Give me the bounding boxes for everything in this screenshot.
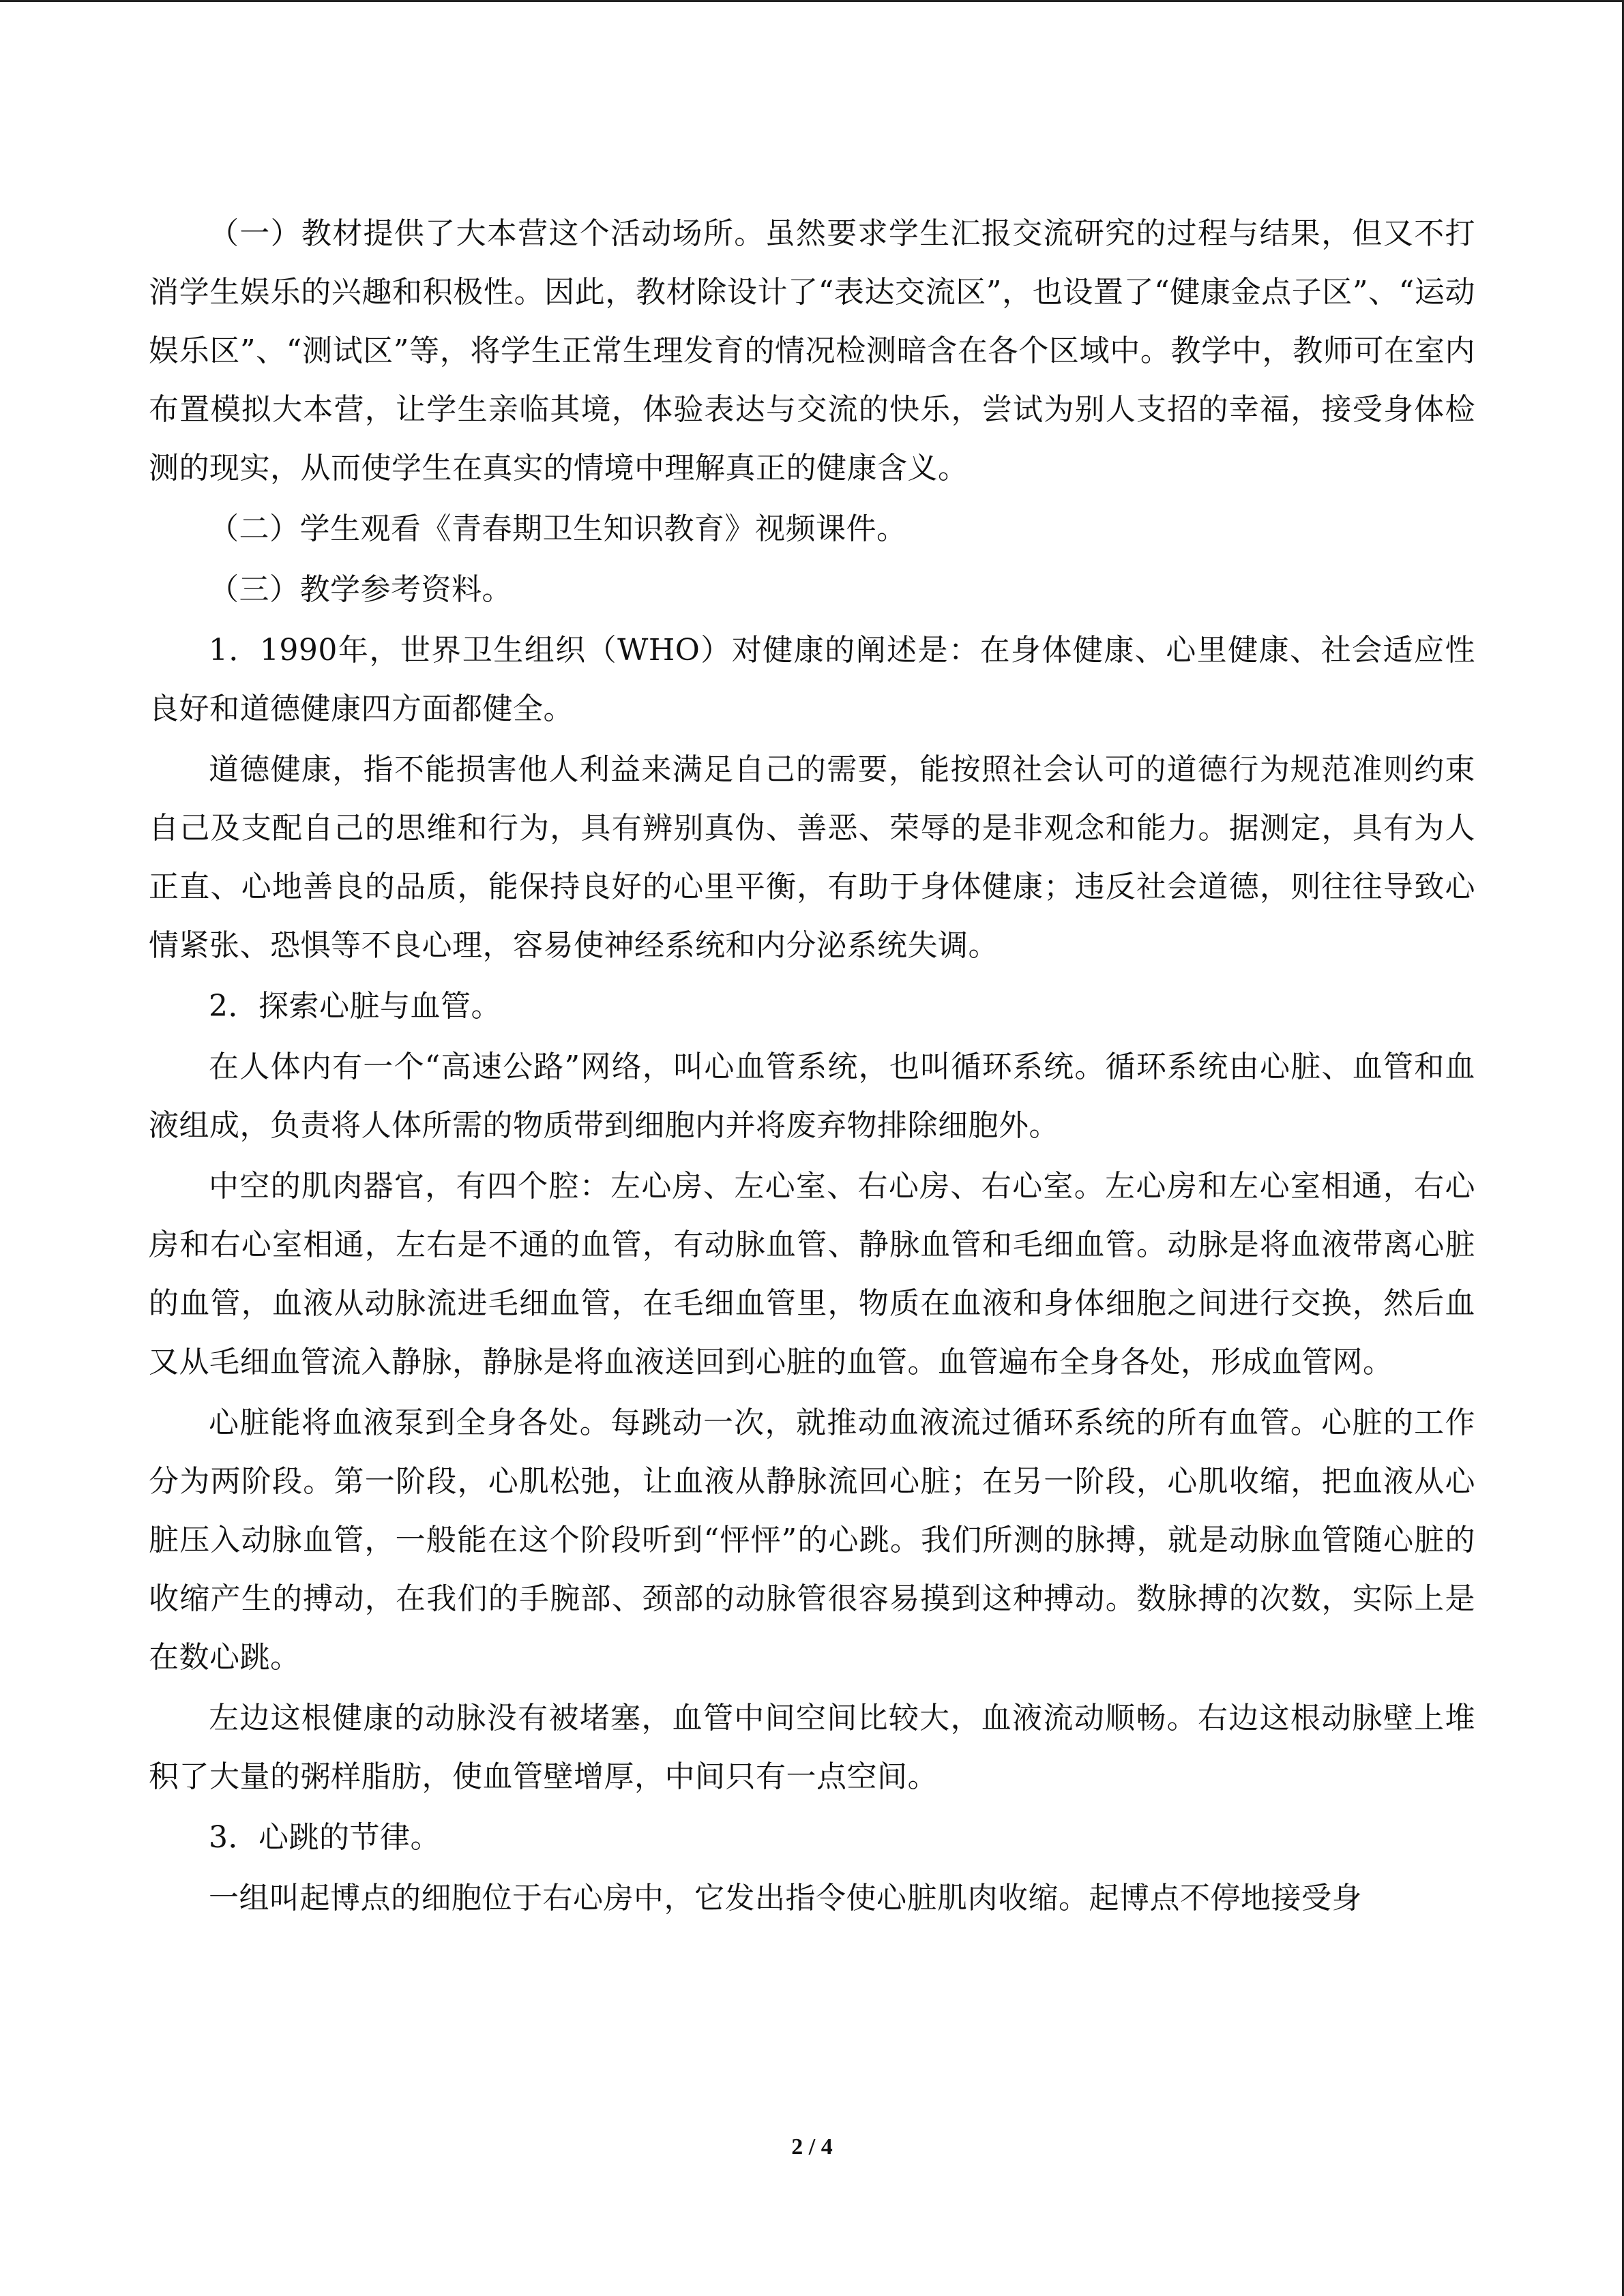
- paragraph-video-courseware: （二）学生观看《青春期卫生知识教育》视频课件。: [209, 511, 907, 546]
- paragraph-circulatory-system: 在人体内有一个“高速公路”网络，叫心血管系统，也叫循环系统。循环系统由心脏、血管和血液组成，负责将人体所需的物质带到细胞内并将废弃物排除细胞外。: [149, 1049, 1475, 1143]
- paragraph-heart-vessels-heading: 2．探索心脏与血管。: [209, 989, 501, 1024]
- top-border-line: [0, 0, 1624, 2]
- page-number: 2 / 4: [791, 2134, 833, 2160]
- paragraph-heart-chambers: 中空的肌肉器官，有四个腔：左心房、左心室、右心房、右心室。左心房和左心室相通，右心房和右心室相通，左右是不通的血管，有动脉血管、静脉血管和毛细血管。动脉是将血液带离心脏的血管，血液从动脉流进毛细血管，在毛细血管里，物质在血液和身体细胞之间进行交换，然后血又从毛细血管流入静脉，静脉是将血液送回到心脏的血管。血管遍布全身各处，形成血管网。: [149, 1169, 1475, 1380]
- paragraph-pacemaker: 一组叫起博点的细胞位于右心房中，它发出指令使心脏肌肉收缩。起博点不停地接受身: [209, 1881, 1362, 1915]
- paragraph-artery-comparison: 左边这根健康的动脉没有被堵塞，血管中间空间比较大，血液流动顺畅。右边这根动脉壁上堆积了大量的粥样脂肪，使血管壁增厚，中间只有一点空间。: [149, 1701, 1475, 1794]
- paragraph-textbook-camp: （一）教材提供了大本营这个活动场所。虽然要求学生汇报交流研究的过程与结果，但又不打消学生娱乐的兴趣和积极性。因此，教材除设计了“表达交流区”，也设置了“健康金点子区”、“运动娱乐区”、“测试区”等，将学生正常生理发育的情况检测暗含在各个区域中。教学中，教师可在室内布置模拟大本营，让学生亲临其境，体验表达与交流的快乐，尝试为别人支招的幸福，接受身体检测的现实，从而使学生在真实的情境中理解真正的健康含义。: [149, 216, 1475, 486]
- paragraph-moral-health: 道德健康，指不能损害他人利益来满足自己的需要，能按照社会认可的道德行为规范准则约束自己及支配自己的思维和行为，具有辨别真伪、善恶、荣辱的是非观念和能力。据测定，具有为人正直、心地善良的品质，能保持良好的心里平衡，有助于身体健康；违反社会道德，则往往导致心情紧张、恐惧等不良心理，容易使神经系统和内分泌系统失调。: [149, 752, 1475, 963]
- document-body: [149, 205, 1475, 1930]
- paragraph-heart-rhythm-heading: 3．心跳的节律。: [209, 1820, 441, 1855]
- paragraph-reference-heading: （三）教学参考资料。: [209, 572, 512, 607]
- paragraph-who-definition: 1．1990年，世界卫生组织（WHO）对健康的阐述是：在身体健康、心里健康、社会适应性良好和道德健康四方面都健全。: [149, 633, 1475, 726]
- paragraph-heart-pumping: 心脏能将血液泵到全身各处。每跳动一次，就推动血液流过循环系统的所有血管。心脏的工作分为两阶段。第一阶段，心肌松弛，让血液从静脉流回心脏；在另一阶段，心肌收缩，把血液从心脏压入动脉血管，一般能在这个阶段听到“怦怦”的心跳。我们所测的脉搏，就是动脉血管随心脏的收缩产生的搏动，在我们的手腕部、颈部的动脉管很容易摸到这种搏动。数脉搏的次数，实际上是在数心跳。: [149, 1405, 1475, 1675]
